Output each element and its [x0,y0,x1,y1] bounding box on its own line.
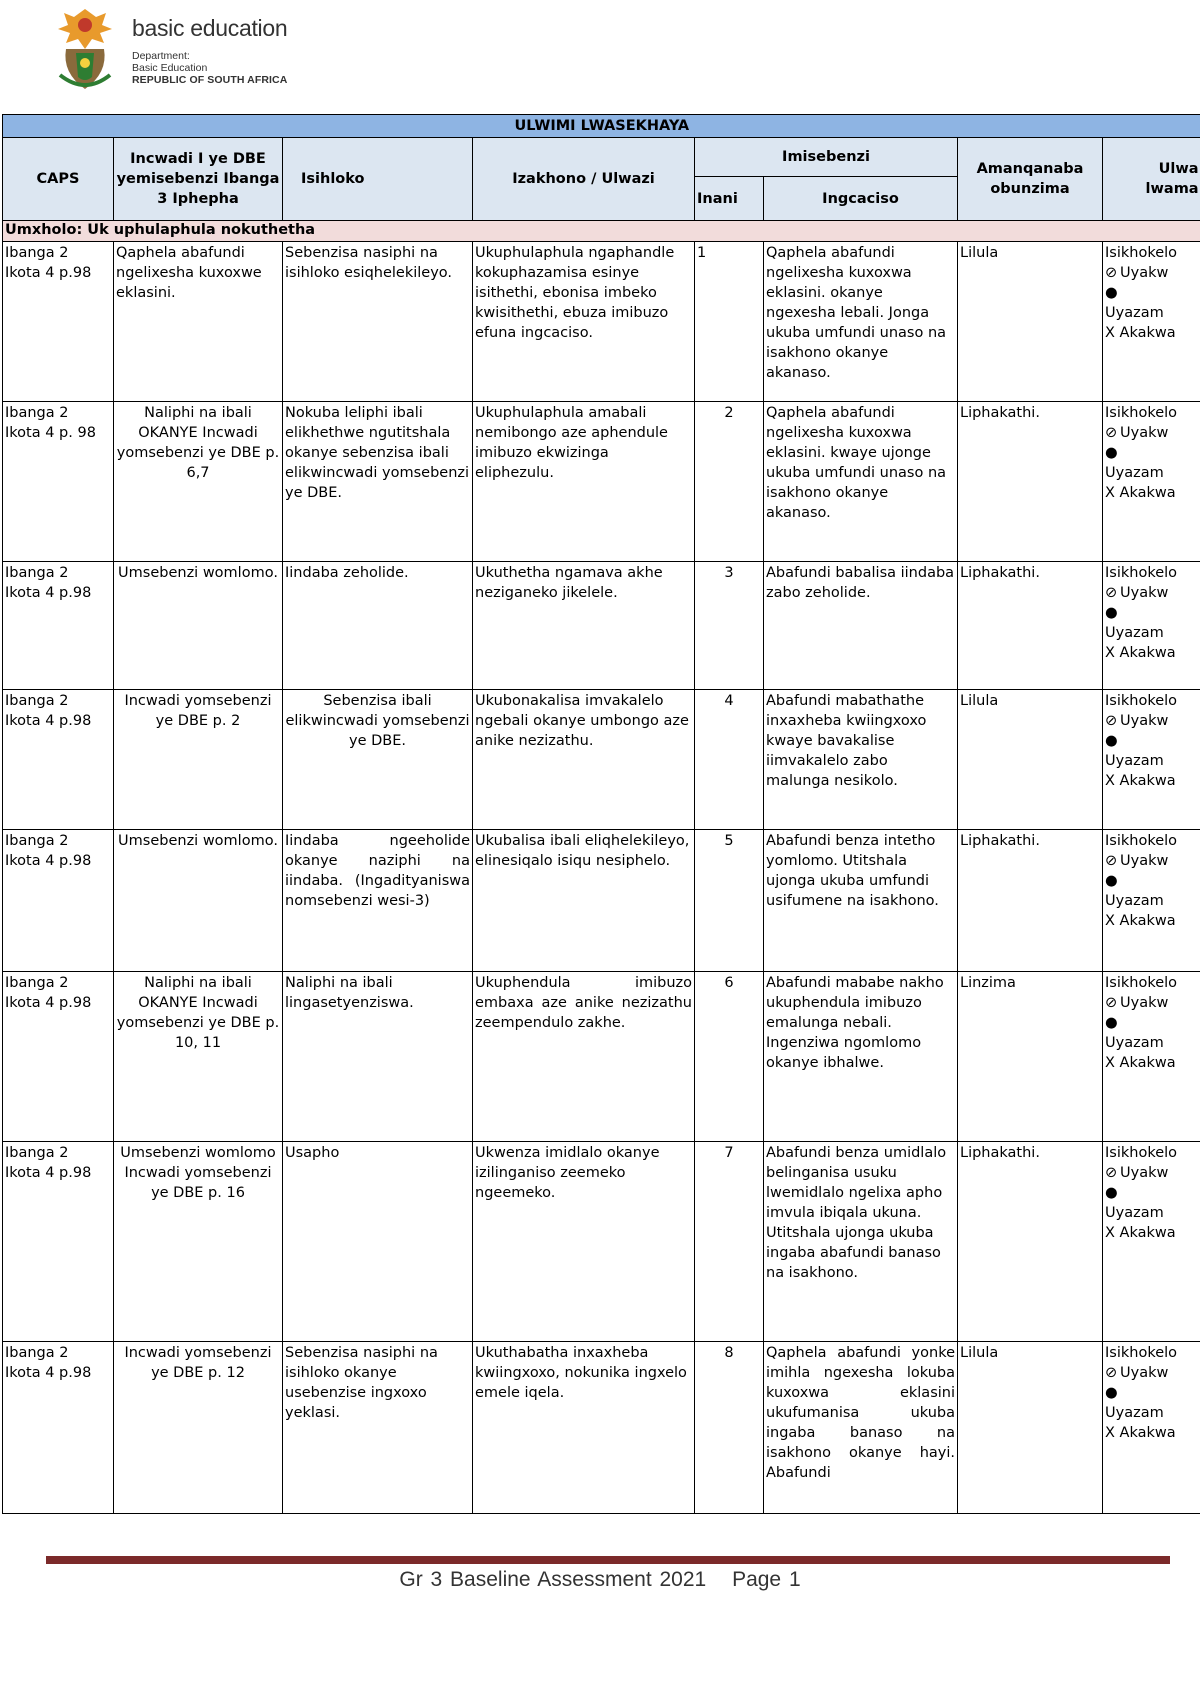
footer-rule [46,1556,1170,1564]
difficulty-level-cell [958,690,1103,830]
difficulty-level: Liphakathi. [960,565,1040,581]
brand-line-department: Department: [132,50,190,62]
activity-number-cell [695,242,764,402]
topic: Naliphi na ibali lingasetyenziswa. [285,975,414,1011]
table-row [3,562,1200,690]
assessment-not-achieved: X Akakwa [1105,1425,1176,1441]
col-description: Ingcaciso [764,177,958,221]
activity-description: Qaphela abafundi ngelixesha kuxoxwa eklasini. okanye ngexesha lebali. Jonga ukuba umfundi unaso na isakhono okanye akanaso. [766,245,947,381]
difficulty-level: Lilula [960,693,999,709]
skills: Ukubalisa ibali eliqhelekileyo, elinesiqalo isiqu nesiphelo. [475,833,690,869]
skills: Ukubonakalisa imvakalelo ngebali okanye umbongo aze anike nezizathu. [475,693,689,749]
assessment-guide: Isikhokelo [1105,405,1178,421]
activity-description-cell [764,830,958,972]
caps-term: Ikota 4 p. 98 [5,425,96,441]
skills-cell [473,690,695,830]
skills: Ukuphulaphula ngaphandle kokuphazamisa esinye isithethi, ebonisa imbeko kwisithethi, ebuza imibuzo efuna ingcaciso. [475,245,675,341]
col-levels: Amanqanaba obunzima [958,138,1103,221]
assessment-achieved: Uyakw [1120,1365,1169,1381]
check-circle-icon: ⊘ [1105,425,1118,441]
assessment-cell [1103,830,1200,972]
col-skills: Izakhono / Ulwazi [473,138,695,221]
workbook-ref-cell [114,242,283,402]
brand-line-basic-education: Basic Education [132,62,208,74]
assessment-achieved: Uyakw [1120,585,1169,601]
col-caps: CAPS [3,138,114,221]
activity-number: 5 [724,833,734,849]
difficulty-level: Liphakathi. [960,405,1040,421]
activity-number: 6 [724,975,734,991]
topic-cell [283,972,473,1142]
activity-number-cell [695,1342,764,1514]
difficulty-level: Lilula [960,245,999,261]
activity-description-cell [764,972,958,1142]
check-circle-icon: ⊘ [1105,265,1118,281]
difficulty-level-cell [958,972,1103,1142]
col-assessment: Ulwa lwama [1103,138,1200,221]
col-number: Inani [695,177,764,221]
workbook-ref-cell [114,690,283,830]
activity-description: Qaphela abafundi yonke imihla ngexesha lokuba kuxoxwa eklasini ukufumanisa ukuba ingaba banaso na isakhono okanye hayi. Abafundi [766,1345,955,1481]
assessment-cell [1103,972,1200,1142]
check-circle-icon: ⊘ [1105,1365,1118,1381]
brand-title: basic education [132,15,288,41]
topic: Nokuba leliphi ibali elikhethwe ngutitshala okanye sebenzisa ibali elikwincwadi yomsebenzi ye DBE. [285,405,470,501]
activity-description-cell [764,690,958,830]
page-footer [0,1568,1200,1592]
topic: Sebenzisa nasiphi na isihloko esiqhelekileyo. [285,245,453,281]
assessment-not-achieved: X Akakwa [1105,325,1176,341]
footer-page: Page 1 [732,1568,801,1591]
topic: Iindaba zeholide. [285,565,409,581]
assessment-not-achieved: X Akakwa [1105,1055,1176,1071]
activity-description: Abafundi benza umidlalo belinganisa usuku lwemidlalo ngelixa apho imvula ibiqala ukuna. Utitshala ujonga ukuba ingaba abafundi banaso na isakhono. [766,1145,947,1281]
activity-description: Abafundi babalisa iindaba zabo zeholide. [766,565,955,601]
assessment-not-achieved: X Akakwa [1105,913,1176,929]
difficulty-level-cell [958,242,1103,402]
assessment-trying: Uyazam [1105,1205,1164,1221]
bullet-icon: ● [1105,285,1118,301]
skills-cell [473,972,695,1142]
skills: Ukuthabatha inxaxheba kwiingxoxo, nokunika ingxelo emele iqela. [475,1345,687,1401]
assessment-guide: Isikhokelo [1105,1345,1178,1361]
check-circle-icon: ⊘ [1105,585,1118,601]
col-workbook: Incwadi I ye DBE yemisebenzi Ibanga 3 Iphepha [114,138,283,221]
caps-grade: Ibanga 2 [5,833,69,849]
coat-of-arms-icon [52,3,118,95]
caps-grade: Ibanga 2 [5,693,69,709]
check-circle-icon: ⊘ [1105,853,1118,869]
workbook-ref: Umsebenzi womlomo Incwadi yomsebenzi ye DBE p. 16 [120,1145,276,1201]
caps-term: Ikota 4 p.98 [5,1165,92,1181]
difficulty-level: Liphakathi. [960,833,1040,849]
difficulty-level: Liphakathi. [960,1145,1040,1161]
dbe-logo [52,3,302,95]
topic: Sebenzisa ibali elikwincwadi yomsebenzi ye DBE. [285,693,470,749]
activity-description-cell [764,242,958,402]
workbook-ref-cell [114,972,283,1142]
assessment-cell [1103,690,1200,830]
caps-term: Ikota 4 p.98 [5,585,92,601]
assessment-achieved: Uyakw [1120,1165,1169,1181]
topic-cell [283,402,473,562]
caps-term: Ikota 4 p.98 [5,713,92,729]
caps-term: Ikota 4 p.98 [5,1365,92,1381]
activity-number-cell [695,972,764,1142]
activity-number-cell [695,1142,764,1342]
skills-cell [473,1342,695,1514]
check-circle-icon: ⊘ [1105,1165,1118,1181]
table-row [3,690,1200,830]
activity-number: 3 [724,565,734,581]
skills: Ukwenza imidlalo okanye izilinganiso zeemeko ngeemeko. [475,1145,660,1201]
bullet-icon: ● [1105,873,1118,889]
difficulty-level-cell [958,830,1103,972]
skills-cell [473,830,695,972]
difficulty-level-cell [958,1342,1103,1514]
assessment-not-achieved: X Akakwa [1105,485,1176,501]
skills: Ukuphendula imibuzo embaxa aze anike nezizathu zeempendulo zakhe. [475,975,692,1031]
assessment-trying: Uyazam [1105,1035,1164,1051]
assessment-table [2,114,1200,1514]
assessment-not-achieved: X Akakwa [1105,1225,1176,1241]
topic-cell [283,830,473,972]
assessment-achieved: Uyakw [1120,713,1169,729]
caps-cell [3,690,114,830]
table-row [3,242,1200,402]
activity-number-cell [695,690,764,830]
activity-number-cell [695,402,764,562]
assessment-trying: Uyazam [1105,465,1164,481]
activity-description: Abafundi benza intetho yomlomo. Utitshala ujonga ukuba umfundi usifumene na isakhono. [766,833,939,909]
topic-cell [283,242,473,402]
caps-cell [3,242,114,402]
check-circle-icon: ⊘ [1105,713,1118,729]
table-row [3,402,1200,562]
footer-text: Gr 3 Baseline Assessment 2021 [399,1568,707,1591]
assessment-achieved: Uyakw [1120,425,1169,441]
difficulty-level-cell [958,1142,1103,1342]
workbook-ref-cell [114,562,283,690]
activity-description-cell [764,1142,958,1342]
activity-description: Abafundi mababe nakho ukuphendula imibuzo emalunga nebali. Ingenziwa ngomlomo okanye ibhalwe. [766,975,944,1071]
workbook-ref: Umsebenzi womlomo. [118,833,278,849]
assessment-cell [1103,242,1200,402]
skills: Ukuthetha ngamava akhe neziganeko jikelele. [475,565,663,601]
assessment-guide: Isikhokelo [1105,693,1178,709]
theme-row: Umxholo: Uk uphulaphula nokuthetha [3,221,1200,242]
workbook-ref: Incwadi yomsebenzi ye DBE p. 2 [124,693,272,729]
activity-description: Qaphela abafundi ngelixesha kuxoxwa eklasini. kwaye ujonge ukuba umfundi unaso na isakhono okanye akanaso. [766,405,947,521]
assessment-cell [1103,402,1200,562]
caps-term: Ikota 4 p.98 [5,853,92,869]
workbook-ref-cell [114,1142,283,1342]
difficulty-level: Lilula [960,1345,999,1361]
caps-term: Ikota 4 p.98 [5,995,92,1011]
caps-cell [3,830,114,972]
assessment-trying: Uyazam [1105,753,1164,769]
bullet-icon: ● [1105,1015,1118,1031]
skills-cell [473,1142,695,1342]
skills-cell [473,402,695,562]
difficulty-level-cell [958,562,1103,690]
table-row [3,1342,1200,1514]
assessment-guide: Isikhokelo [1105,833,1178,849]
brand-line-republic: REPUBLIC OF SOUTH AFRICA [132,74,288,86]
bullet-icon: ● [1105,1385,1118,1401]
caps-grade: Ibanga 2 [5,245,69,261]
bullet-icon: ● [1105,605,1118,621]
topic: Iindaba ngeeholide okanye naziphi na iindaba. (Ingadityaniswa nomsebenzi wesi-3) [285,833,470,909]
bullet-icon: ● [1105,1185,1118,1201]
assessment-trying: Uyazam [1105,625,1164,641]
difficulty-level: Linzima [960,975,1016,991]
activity-number: 7 [724,1145,734,1161]
topic-cell [283,562,473,690]
table-row [3,1142,1200,1342]
caps-grade: Ibanga 2 [5,1345,69,1361]
topic-cell [283,1142,473,1342]
activity-number-cell [695,830,764,972]
topic: Sebenzisa nasiphi na isihloko okanye usebenzise ingxoxo yeklasi. [285,1345,438,1421]
caps-cell [3,972,114,1142]
table-title: ULWIMI LWASEKHAYA [3,115,1200,138]
activity-description-cell [764,562,958,690]
topic-cell [283,690,473,830]
activity-number: 8 [724,1345,734,1361]
skills: Ukuphulaphula amabali nemibongo aze aphendule imibuzo ekwizinga eliphezulu. [475,405,668,481]
assessment-cell [1103,562,1200,690]
assessment-cell [1103,1342,1200,1514]
skills-cell [473,242,695,402]
col-topic: Isihloko [283,138,473,221]
workbook-ref-cell [114,1342,283,1514]
workbook-ref: Incwadi yomsebenzi ye DBE p. 12 [124,1345,272,1381]
assessment-achieved: Uyakw [1120,853,1169,869]
activity-number: 4 [724,693,734,709]
workbook-ref: Umsebenzi womlomo. [118,565,278,581]
caps-cell [3,402,114,562]
difficulty-level-cell [958,402,1103,562]
assessment-trying: Uyazam [1105,305,1164,321]
assessment-cell [1103,1142,1200,1342]
caps-cell [3,1142,114,1342]
activity-number: 2 [724,405,734,421]
caps-term: Ikota 4 p.98 [5,265,92,281]
assessment-not-achieved: X Akakwa [1105,645,1176,661]
bullet-icon: ● [1105,445,1118,461]
caps-grade: Ibanga 2 [5,975,69,991]
assessment-guide: Isikhokelo [1105,245,1178,261]
check-circle-icon: ⊘ [1105,995,1118,1011]
workbook-ref: Naliphi na ibali OKANYE Incwadi yomsebenzi ye DBE p. 6,7 [116,405,280,481]
assessment-guide: Isikhokelo [1105,1145,1178,1161]
activity-number: 1 [697,245,707,261]
col-activities: Imisebenzi [695,138,958,177]
activity-description: Abafundi mabathathe inxaxheba kwiingxoxo kwaye bavakalise iimvakalelo zabo malunga nesikolo. [766,693,927,789]
assessment-guide: Isikhokelo [1105,975,1178,991]
activity-number-cell [695,562,764,690]
assessment-trying: Uyazam [1105,1405,1164,1421]
assessment-achieved: Uyakw [1120,265,1169,281]
caps-grade: Ibanga 2 [5,1145,69,1161]
caps-cell [3,562,114,690]
workbook-ref-cell [114,402,283,562]
workbook-ref: Qaphela abafundi ngelixesha kuxoxwe eklasini. [116,245,262,301]
caps-grade: Ibanga 2 [5,405,69,421]
topic-cell [283,1342,473,1514]
caps-cell [3,1342,114,1514]
workbook-ref-cell [114,830,283,972]
assessment-not-achieved: X Akakwa [1105,773,1176,789]
table-row [3,972,1200,1142]
workbook-ref: Naliphi na ibali OKANYE Incwadi yomsebenzi ye DBE p. 10, 11 [116,975,280,1051]
table-row [3,830,1200,972]
topic: Usapho [285,1145,340,1161]
assessment-achieved: Uyakw [1120,995,1169,1011]
activity-description-cell [764,1342,958,1514]
caps-grade: Ibanga 2 [5,565,69,581]
bullet-icon: ● [1105,733,1118,749]
skills-cell [473,562,695,690]
assessment-guide: Isikhokelo [1105,565,1178,581]
assessment-trying: Uyazam [1105,893,1164,909]
activity-description-cell [764,402,958,562]
